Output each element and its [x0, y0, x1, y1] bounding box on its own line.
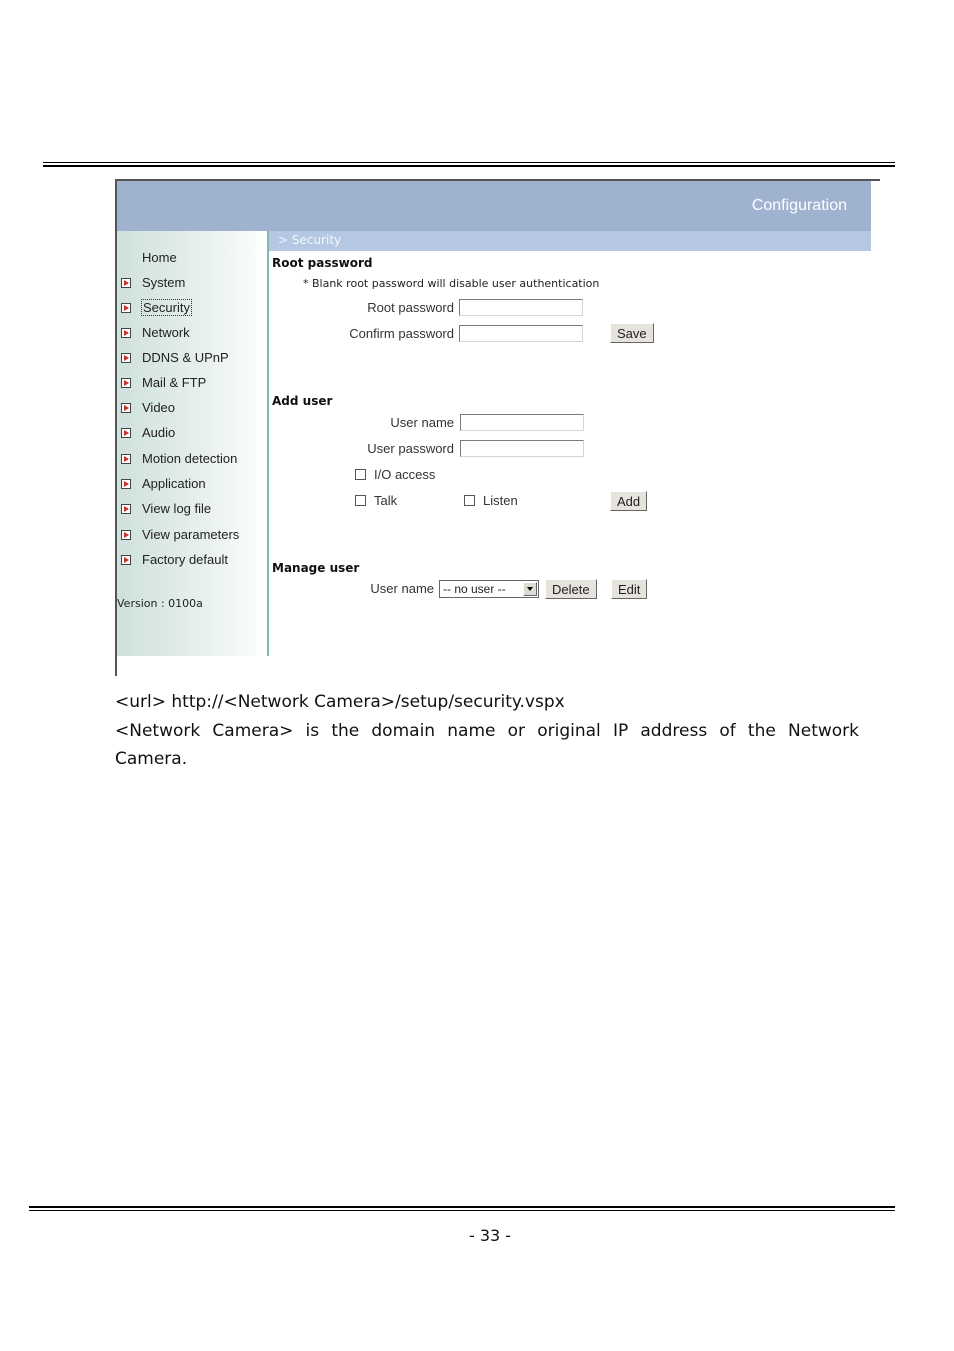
page-number: - 33 - [468, 1226, 512, 1245]
edit-button[interactable]: Edit [611, 579, 647, 599]
description-line-2: Camera. [115, 749, 188, 769]
confirm-password-label: Confirm password [349, 326, 454, 341]
add-button[interactable]: Add [610, 491, 647, 511]
arrow-icon [121, 555, 131, 565]
user-name-label: User name [390, 415, 454, 430]
sidebar-item-label: Home [142, 250, 177, 265]
user-select[interactable] [439, 580, 539, 598]
delete-button[interactable]: Delete [545, 579, 597, 599]
sidebar-item-security[interactable] [117, 300, 267, 318]
sidebar-item-label: View log file [142, 501, 212, 516]
sidebar-item-video[interactable] [117, 400, 267, 418]
sidebar-item-factory-default[interactable] [117, 552, 267, 570]
user-name-input[interactable] [460, 414, 584, 431]
breadcrumb: > Security [278, 233, 342, 247]
user-password-input[interactable] [460, 440, 584, 457]
sidebar [117, 231, 267, 656]
sidebar-item-network[interactable] [117, 325, 267, 343]
arrow-icon [121, 328, 131, 338]
sidebar-item-system[interactable] [117, 275, 267, 293]
sidebar-item-label: Security [143, 300, 190, 315]
url-line: <url> http://<Network Camera>/setup/security.vspx [115, 692, 565, 712]
arrow-icon [121, 278, 131, 288]
io-access-checkbox[interactable] [355, 469, 366, 480]
banner-title: Configuration [751, 197, 847, 214]
footer-rule-top [29, 1206, 895, 1208]
version-label: Version : 0100a [117, 597, 203, 610]
sidebar-item-audio[interactable] [117, 425, 267, 443]
header-rule-top [43, 162, 895, 163]
talk-label: Talk [374, 493, 398, 508]
sidebar-item-label: Mail & FTP [142, 375, 207, 390]
sidebar-item-label: DDNS & UPnP [142, 350, 229, 365]
listen-checkbox[interactable] [464, 495, 475, 506]
add-user-title: Add user [272, 394, 333, 408]
sidebar-item-label: Application [142, 476, 206, 491]
io-access-label: I/O access [374, 467, 436, 482]
manage-user-title: Manage user [272, 561, 360, 575]
sidebar-item-view-parameters[interactable] [117, 527, 267, 545]
header-rule-bottom [43, 165, 895, 167]
root-password-note: * Blank root password will disable user authentication [303, 277, 600, 290]
sidebar-item-label: Audio [142, 425, 176, 440]
breadcrumb-bar [269, 231, 871, 251]
sidebar-item-label: View parameters [142, 527, 240, 542]
confirm-password-input[interactable] [459, 325, 583, 342]
listen-label: Listen [483, 493, 518, 508]
sidebar-item-mail-ftp[interactable] [117, 375, 267, 393]
root-password-input[interactable] [459, 299, 583, 316]
sidebar-item-label: Network [142, 325, 190, 340]
arrow-icon [121, 530, 131, 540]
arrow-icon [121, 479, 131, 489]
arrow-icon [121, 403, 131, 413]
sidebar-divider [267, 231, 269, 656]
sidebar-item-label: Video [142, 400, 176, 415]
sidebar-item-application[interactable] [117, 476, 267, 494]
description-line-1: <Network Camera> is the domain name or original IP address of the Network [115, 721, 859, 741]
config-banner [117, 181, 871, 231]
manage-user-name-label: User name [370, 581, 434, 596]
save-button[interactable]: Save [610, 323, 654, 343]
sidebar-item-ddns-upnp[interactable] [117, 350, 267, 368]
arrow-icon [121, 454, 131, 464]
footer-rule-bottom [29, 1210, 895, 1211]
root-password-title: Root password [272, 256, 373, 270]
sidebar-item-label: Motion detection [142, 451, 238, 466]
arrow-icon [121, 303, 131, 313]
user-select-value: -- no user -- [443, 582, 506, 596]
sidebar-item-label: System [142, 275, 186, 290]
arrow-icon [121, 504, 131, 514]
sidebar-item-motion-detection[interactable] [117, 451, 267, 469]
user-password-label: User password [367, 441, 454, 456]
sidebar-item-home[interactable] [117, 250, 267, 268]
arrow-icon [121, 428, 131, 438]
arrow-icon [121, 353, 131, 363]
chevron-down-icon[interactable] [523, 582, 537, 596]
sidebar-item-label: Factory default [142, 552, 228, 567]
sidebar-item-view-log-file[interactable] [117, 501, 267, 519]
arrow-icon [121, 378, 131, 388]
root-password-label: Root password [367, 300, 454, 315]
talk-checkbox[interactable] [355, 495, 366, 506]
